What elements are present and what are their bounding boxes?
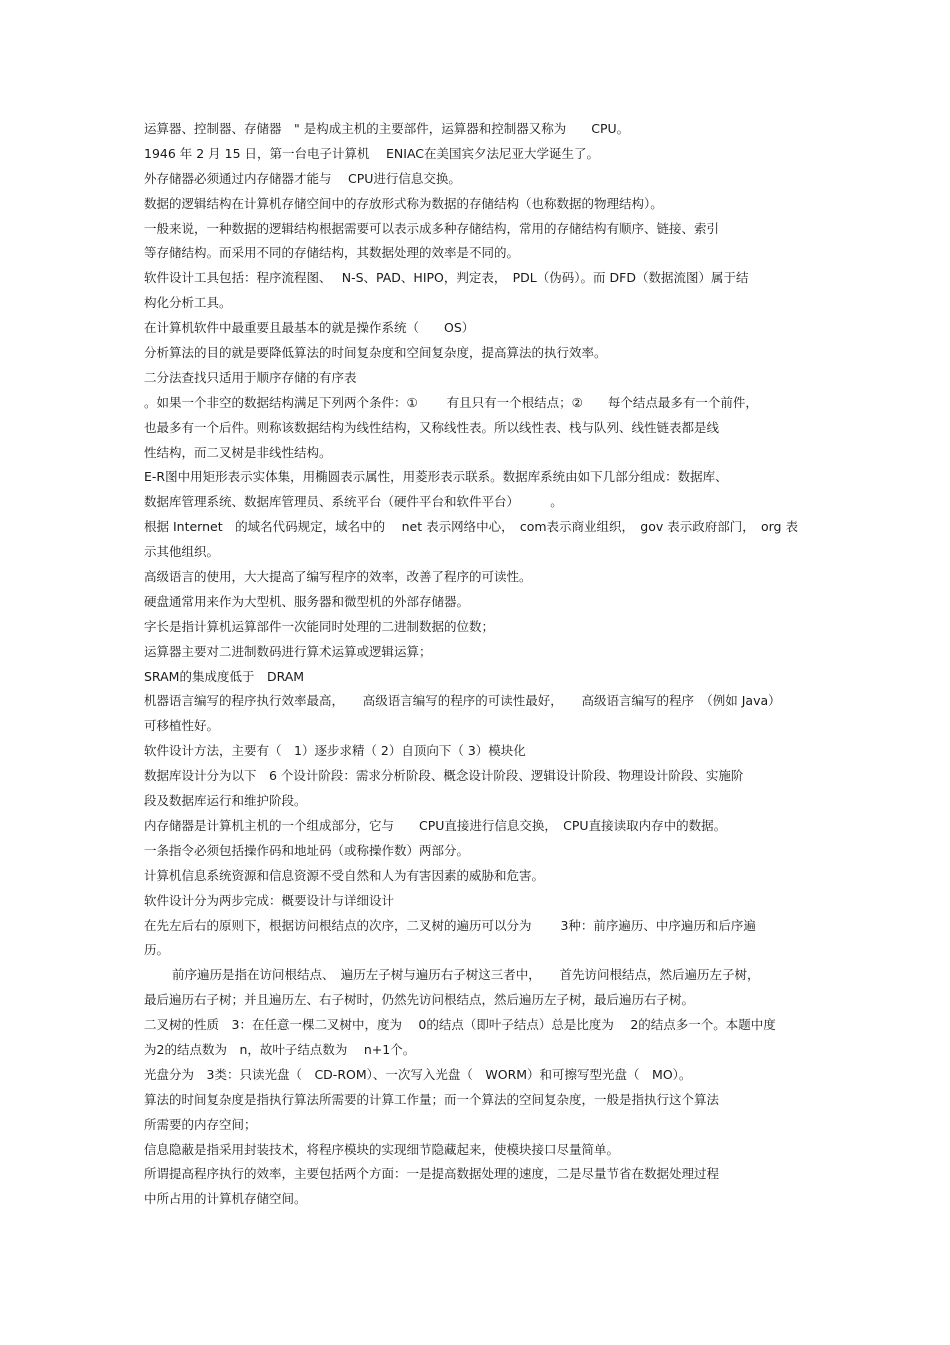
text-line: 前序遍历是指在访问根结点、 遍历左子树与遍历右子树这三者中， 首先访问根结点，然后遍历左子树，: [172, 967, 760, 983]
text-line: 数据的逻辑结构在计算机存储空间中的存放形式称为数据的存储结构（也称数据的物理结构）。: [144, 195, 663, 211]
text-line: 历。: [144, 942, 170, 958]
text-line: 软件设计工具包括：程序流程图、 N-S、PAD、HIPO，判定表， PDL（伪码）。而 DFD（数据流图）属于结: [144, 270, 749, 286]
text-line: 算法的时间复杂度是指执行算法所需要的计算工作量；而一个算法的空间复杂度，一般是指执行这个算法: [144, 1091, 720, 1107]
text-line: 示其他组织。: [144, 544, 220, 560]
text-line: 。如果一个非空的数据结构满足下列两个条件：① 有且只有一个根结点；② 每个结点最多有一个前件，: [144, 394, 758, 410]
text-line: 在先左后右的原则下，根据访问根结点的次序，二叉树的遍历可以分为 3种：前序遍历、中序遍历和后序遍: [144, 917, 756, 933]
text-line: 性结构，而二叉树是非线性结构。: [144, 444, 332, 460]
text-line: 段及数据库运行和维护阶段。: [144, 793, 307, 809]
text-line: 内存储器是计算机主机的一个组成部分，它与 CPU直接进行信息交换， CPU直接读取内存中的数据。: [144, 817, 727, 833]
text-line: 字长是指计算机运算部件一次能同时处理的二进制数据的位数；: [144, 618, 495, 634]
text-line: 也最多有一个后件。则称该数据结构为线性结构，又称线性表。所以线性表、栈与队列、线性链表都是线: [144, 419, 720, 435]
text-line: 数据库管理系统、数据库管理员、系统平台（硬件平台和软件平台） 。: [144, 494, 563, 510]
text-line: 所谓提高程序执行的效率，主要包括两个方面：一是提高数据处理的速度，二是尽量节省在数据处理过程: [144, 1166, 720, 1182]
text-line: 计算机信息系统资源和信息资源不受自然和人为有害因素的威胁和危害。: [144, 867, 545, 883]
text-line: 运算器主要对二进制数码进行算术运算或逻辑运算；: [144, 643, 432, 659]
text-line: 二分法查找只适用于顺序存储的有序表: [144, 369, 357, 385]
text-line: 运算器、控制器、存储器 " 是构成主机的主要部件，运算器和控制器又称为 CPU。: [144, 121, 630, 136]
text-line: 所需要的内存空间；: [144, 1116, 257, 1132]
text-line: 一条指令必须包括操作码和地址码（或称操作数）两部分。: [144, 842, 470, 858]
text-line: 软件设计方法，主要有（ 1）逐步求精（ 2）自顶向下（ 3）模块化: [144, 743, 526, 759]
text-line: 机器语言编写的程序执行效率最高， 高级语言编写的程序的可读性最好， 高级语言编写的程序 （例如 Java）: [144, 693, 781, 709]
text-line: SRAM的集成度低于 DRAM: [144, 668, 305, 684]
text-line: 等存储结构。而采用不同的存储结构，其数据处理的效率是不同的。: [144, 245, 520, 261]
text-line: 最后遍历右子树；并且遍历左、右子树时，仍然先访问根结点，然后遍历左子树，最后遍历右子树。: [144, 992, 695, 1008]
text-line: 信息隐蔽是指采用封装技术，将程序模块的实现细节隐藏起来，使模块接口尽量简单。: [144, 1141, 620, 1157]
text-line: 硬盘通常用来作为大型机、服务器和微型机的外部存储器。: [144, 593, 470, 609]
text-line: 光盘分为 3类：只读光盘（ CD-ROM）、一次写入光盘（ WORM）和可擦写型光盘（ MO）。: [144, 1066, 692, 1082]
text-line: E-R图中用矩形表示实体集，用椭圆表示属性，用菱形表示联系。数据库系统由如下几部分组成：数据库、: [144, 469, 728, 485]
text-line: 数据库设计分为以下 6 个设计阶段：需求分析阶段、概念设计阶段、逻辑设计阶段、物理设计阶段、实施阶: [144, 768, 744, 784]
text-line: 分析算法的目的就是要降低算法的时间复杂度和空间复杂度，提高算法的执行效率。: [144, 345, 607, 361]
text-line: 在计算机软件中最重要且最基本的就是操作系统（ OS）: [144, 320, 475, 336]
text-line: 软件设计分为两步完成：概要设计与详细设计: [144, 892, 395, 908]
text-line: 可移植性好。: [144, 718, 220, 734]
text-line: 1946 年 2 月 15 日，第一台电子计算机 ENIAC在美国宾夕法尼亚大学诞生了。: [144, 145, 600, 161]
text-line: 高级语言的使用，大大提高了编写程序的效率，改善了程序的可读性。: [144, 569, 532, 585]
document-body: [144, 117, 816, 1212]
text-line: 一般来说，一种数据的逻辑结构根据需要可以表示成多种存储结构，常用的存储结构有顺序、链接、索引: [144, 220, 720, 236]
text-line: 中所占用的计算机存储空间。: [144, 1191, 307, 1207]
text-line: 为2的结点数为 n，故叶子结点数为 n+1个。: [144, 1041, 416, 1057]
text-line: 根据 Internet 的域名代码规定，域名中的 net 表示网络中心， com表示商业组织， gov 表示政府部门， org 表: [144, 519, 798, 535]
text-line: 构化分析工具。: [144, 295, 232, 311]
text-line: 外存储器必须通过内存储器才能与 CPU进行信息交换。: [144, 170, 461, 186]
text-line: 二叉树的性质 3：在任意一棵二叉树中，度为 0的结点（即叶子结点）总是比度为 2的结点多一个。本题中度: [144, 1017, 776, 1033]
